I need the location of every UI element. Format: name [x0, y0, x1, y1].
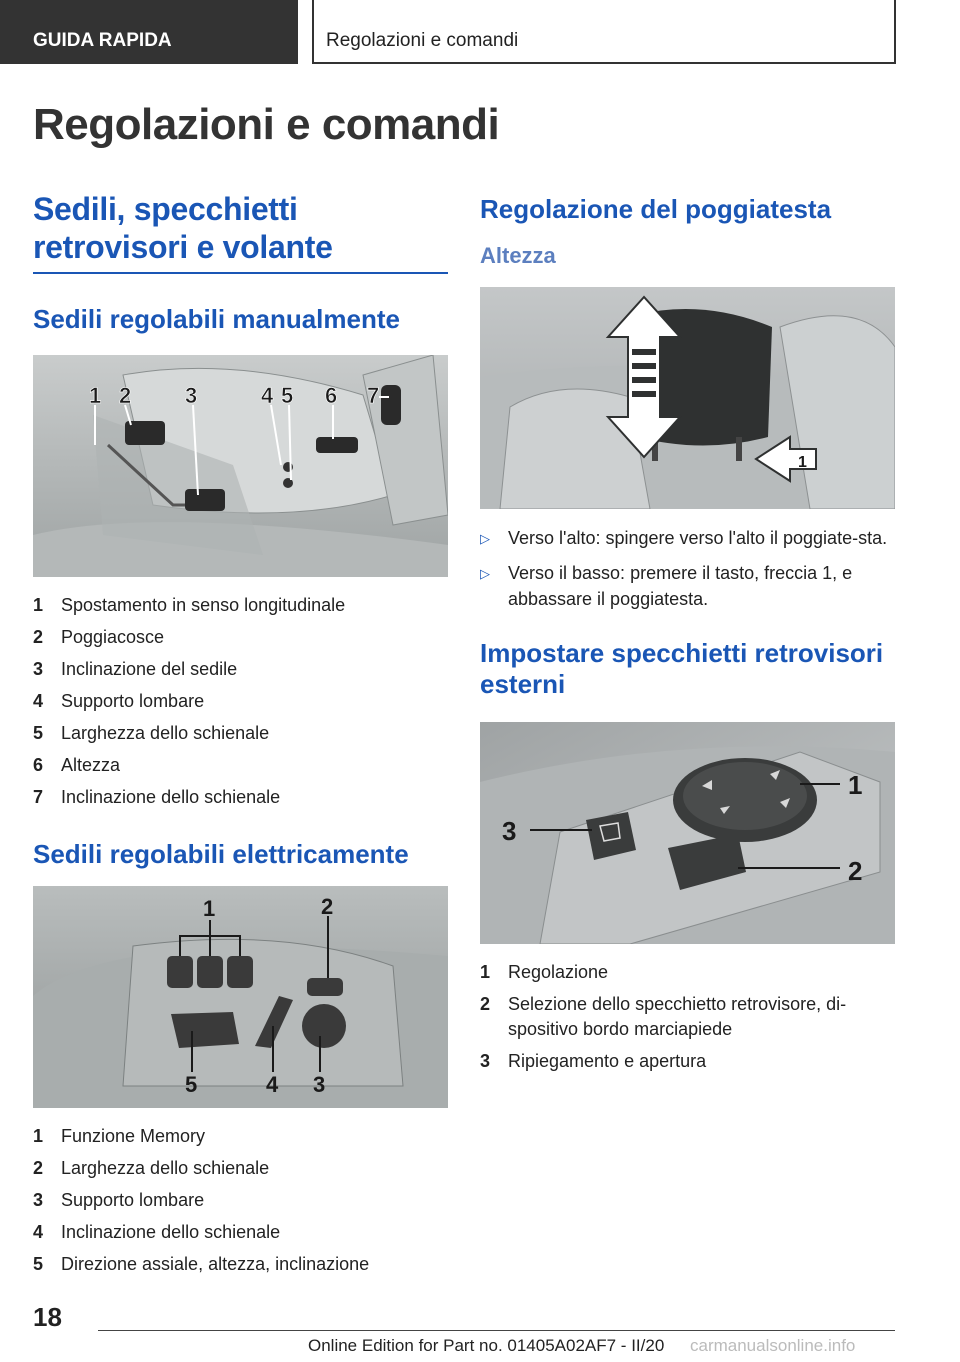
legend-item: 2 Poggiacosce	[33, 627, 165, 647]
mirrors-heading	[480, 638, 895, 700]
header-chapter-tab	[312, 0, 896, 64]
legend-item: 5 Direzione assiale, altezza, inclinazione	[33, 1254, 370, 1274]
manual-photo-label-3: 3	[185, 383, 198, 408]
bullet-item: ▷ Verso l'alto: spingere verso l'alto il poggiate-sta.	[480, 528, 888, 548]
manual-photo-label-7: 7	[367, 383, 380, 408]
mirror-photo-label-3: 3	[502, 816, 517, 846]
legend-item: 1 Funzione Memory	[33, 1126, 206, 1146]
legend-item: 7 Inclinazione dello schienale	[33, 787, 281, 807]
headrest-heading: Regolazione del poggiatesta	[480, 194, 832, 224]
page-number: 18	[33, 1302, 62, 1332]
electric-photo-label-2: 2	[321, 894, 334, 919]
legend-item: 4 Supporto lombare	[33, 691, 205, 711]
manual-photo-label-5: 5	[281, 383, 294, 408]
electric-seat-legend	[33, 1120, 448, 1280]
manual-photo-label-6: 6	[325, 383, 338, 408]
right-column	[480, 190, 895, 1077]
mirror-controls-photo	[480, 722, 895, 944]
headrest-subheading: Altezza	[480, 243, 556, 268]
manual-photo-label-2: 2	[119, 383, 132, 408]
footer-divider	[98, 1330, 895, 1331]
electric-seat-photo	[33, 886, 448, 1108]
mirror-photo-label-1: 1	[848, 770, 863, 800]
header-chapter-label: Regolazioni e comandi	[326, 30, 519, 51]
footer-edition-text: Online Edition for Part no. 01405A02AF7 - II/20	[308, 1336, 665, 1355]
manual-seats-heading: Sedili regolabili manualmente	[33, 304, 400, 334]
left-column	[33, 190, 448, 1280]
legend-item: 4 Inclinazione dello schienale	[33, 1222, 281, 1242]
electric-photo-label-5: 5	[185, 1072, 198, 1097]
manual-seat-photo	[33, 355, 448, 577]
section-title-line2: retrovisori e volante	[33, 229, 333, 265]
header-section-label: GUIDA RAPIDA	[33, 30, 172, 51]
section-title	[33, 190, 448, 274]
legend-item: 3 Inclinazione del sedile	[33, 659, 238, 679]
section-title-line1: Sedili, specchietti	[33, 191, 298, 227]
manual-seat-legend	[33, 589, 448, 813]
legend-item: 2 Larghezza dello schienale	[33, 1158, 270, 1178]
headrest-bullets	[480, 525, 895, 612]
electric-seats-heading: Sedili regolabili elettricamente	[33, 839, 409, 869]
legend-item: 1 Regolazione	[480, 962, 609, 982]
mirrors-heading-line2: esterni	[480, 669, 566, 699]
mirror-photo-label-2: 2	[848, 856, 863, 886]
electric-photo-label-1: 1	[203, 896, 216, 921]
manual-photo-label-1: 1	[89, 383, 102, 408]
header-section-tab	[0, 0, 298, 64]
mirrors-heading-line1: Impostare specchietti retrovisori	[480, 638, 884, 668]
legend-item: 1 Spostamento in senso longitudinale	[33, 595, 346, 615]
legend-item: 2 Selezione dello specchietto retrovisore, di-spositivo bordo marciapiede	[480, 994, 847, 1039]
legend-item: 3 Ripiegamento e apertura	[480, 1051, 707, 1071]
headrest-photo	[480, 287, 895, 509]
mirror-legend	[480, 956, 895, 1077]
manual-photo-label-4: 4	[261, 383, 274, 408]
headrest-photo-label-1: 1	[798, 454, 807, 471]
legend-item: 5 Larghezza dello schienale	[33, 723, 270, 743]
legend-item: 3 Supporto lombare	[33, 1190, 205, 1210]
page-title: Regolazioni e comandi	[33, 100, 500, 149]
bullet-item: ▷ Verso il basso: premere il tasto, freccia 1, e abbassare il poggiatesta.	[480, 563, 853, 609]
electric-photo-label-3: 3	[313, 1072, 326, 1097]
electric-photo-label-4: 4	[266, 1072, 279, 1097]
legend-item: 6 Altezza	[33, 755, 121, 775]
footer-watermark: carmanualsonline.info	[690, 1336, 856, 1355]
